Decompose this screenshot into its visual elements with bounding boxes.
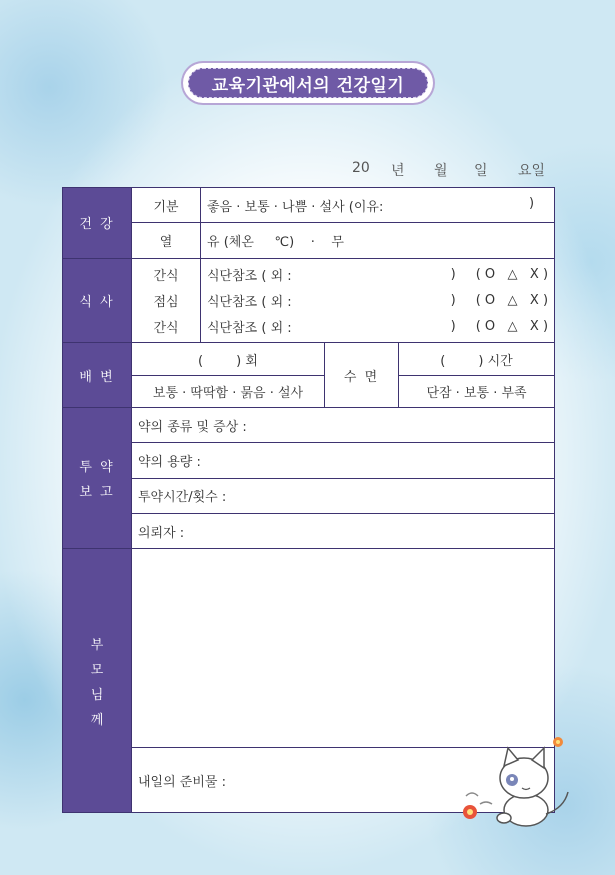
bowel-options[interactable]: 보통 · 딱딱함 · 묽음 · 설사 — [132, 375, 325, 407]
meal-choices: ( O △ X ) — [475, 267, 549, 283]
meal-label: 간식 — [153, 321, 179, 337]
meal-ref: 식단참조 ( 외 : — [207, 269, 292, 285]
date-weekday: 요일 — [518, 163, 546, 179]
mood-options: 좋음 · 보통 · 나쁨 · 설사 (이유: — [207, 199, 384, 215]
sleep-options[interactable]: 단잠 · 보통 · 부족 — [399, 375, 555, 407]
date-year-prefix: 20 — [352, 160, 370, 176]
parents-note-area[interactable] — [132, 549, 555, 748]
fever-label: 열 — [132, 223, 201, 258]
meal-choices: ( O △ X ) — [475, 293, 549, 309]
health-header: 건 강 — [63, 188, 132, 259]
bowel-count-field[interactable]: ( ) 회 — [132, 343, 325, 375]
date-year: 년 — [391, 163, 405, 179]
flower-icon — [553, 737, 563, 747]
title-badge — [183, 63, 433, 103]
flower-icon — [463, 805, 477, 819]
medication-dose-field[interactable]: 약의 용량 : — [132, 443, 555, 478]
date-month: 월 — [434, 163, 448, 179]
medication-kind-field[interactable]: 약의 종류 및 증상 : — [132, 408, 555, 443]
meal-close-paren: ) — [450, 267, 456, 283]
meal-row — [207, 314, 548, 340]
meal-fields[interactable] — [201, 258, 555, 343]
fever-options: 유 (체온 ℃) · 무 — [207, 234, 344, 250]
meal-ref: 식단참조 ( 외 : — [207, 321, 292, 337]
meal-choices: ( O △ X ) — [475, 319, 549, 335]
mood-label: 기분 — [132, 188, 201, 223]
page-title: 교육기관에서의 건강일기 — [188, 68, 428, 98]
preparation-field[interactable]: 내일의 준비물 : — [132, 748, 555, 813]
cat-mascot-illustration — [446, 732, 576, 832]
fever-field[interactable] — [201, 223, 555, 258]
meal-label: 간식 — [153, 269, 179, 285]
meal-row — [207, 262, 548, 288]
sleep-hours-field[interactable]: ( ) 시간 — [399, 343, 555, 375]
meal-label: 점심 — [153, 295, 179, 311]
meal-row — [207, 288, 548, 314]
medication-requester-field[interactable]: 의뢰자 : — [132, 514, 555, 549]
mood-field[interactable] — [201, 188, 555, 223]
meals-header: 식 사 — [63, 258, 132, 343]
parents-header-char: 께 — [90, 712, 104, 728]
parents-header-char: 님 — [90, 687, 104, 703]
medication-time-field[interactable]: 투약시간/횟수 : — [132, 478, 555, 513]
parents-header-char: 모 — [90, 662, 104, 678]
parents-header — [63, 549, 132, 813]
mood-close-paren: ) — [528, 195, 535, 211]
meal-ref: 식단참조 ( 외 : — [207, 295, 292, 311]
date-day: 일 — [474, 163, 488, 179]
meal-close-paren: ) — [450, 319, 456, 335]
bowel-header: 배 변 — [63, 343, 132, 408]
medication-header-line2: 보 고 — [79, 485, 115, 501]
medication-header-line1: 투 약 — [79, 460, 115, 476]
meal-labels — [132, 258, 201, 343]
parents-header-char: 부 — [90, 637, 104, 653]
meal-close-paren: ) — [450, 293, 456, 309]
medication-header — [63, 408, 132, 549]
sleep-header: 수 면 — [325, 343, 399, 408]
health-diary-table — [62, 187, 555, 813]
